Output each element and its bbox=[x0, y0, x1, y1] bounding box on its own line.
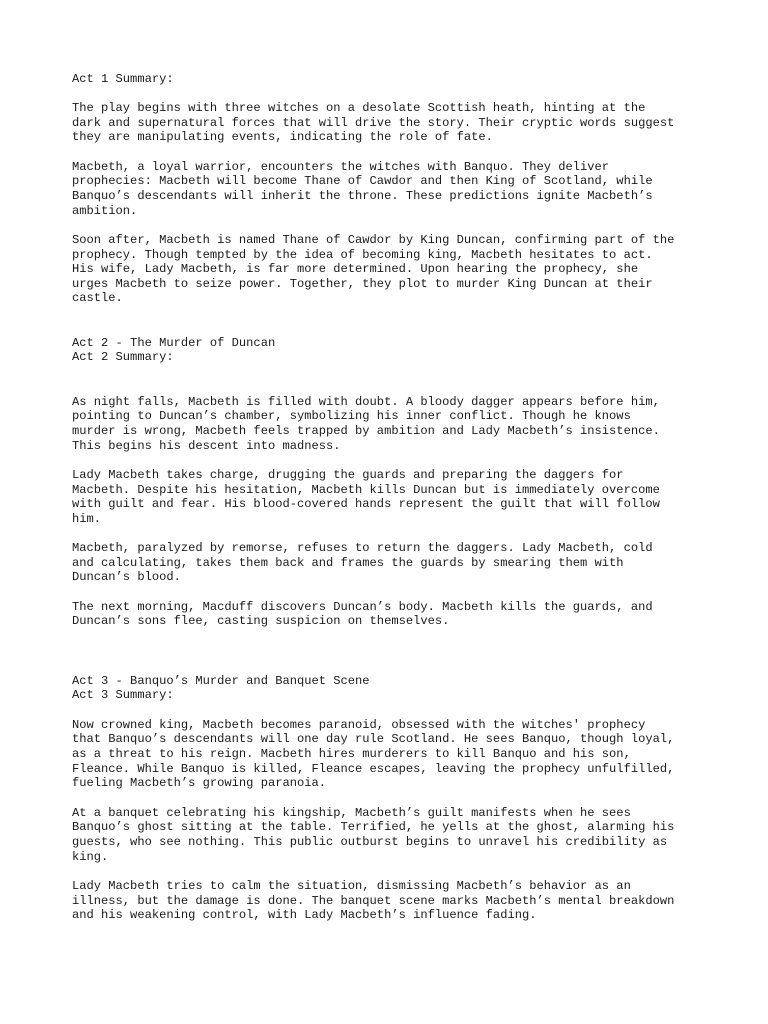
act2-para2-line4: him. bbox=[72, 512, 102, 526]
act1-para2-line4: ambition. bbox=[72, 204, 138, 218]
act3-para2-line2: Banquo’s ghost sitting at the table. Terrified, he yells at the ghost, alarming his bbox=[72, 820, 675, 834]
act1-para2-line3: Banquo’s descendants will inherit the throne. These predictions ignite Macbeth’s bbox=[72, 189, 653, 203]
act2-para1-line4: This begins his descent into madness. bbox=[72, 439, 341, 453]
act3-para1-line4: Fleance. While Banquo is killed, Fleance escapes, leaving the prophecy unfulfilled, bbox=[72, 762, 675, 776]
act1-para2-line1: Macbeth, a loyal warrior, encounters the witches with Banquo. They deliver bbox=[72, 160, 610, 174]
act1-para3-line5: castle. bbox=[72, 291, 123, 305]
act1-para1-line3: they are manipulating events, indicating the role of fate. bbox=[72, 130, 493, 144]
act2-para1-line3: murder is wrong, Macbeth feels trapped by ambition and Lady Macbeth’s insistence. bbox=[72, 424, 660, 438]
act2-para2-line3: with guilt and fear. His blood-covered hands represent the guilt that will follow bbox=[72, 497, 660, 511]
act1-para3-line4: urges Macbeth to seize power. Together, they plot to murder King Duncan at their bbox=[72, 277, 653, 291]
act3-summary-heading: Act 3 Summary: bbox=[72, 688, 174, 702]
act1-para3-line2: prophecy. Though tempted by the idea of becoming king, Macbeth hesitates to act. bbox=[72, 248, 653, 262]
act1-para1-line2: dark and supernatural forces that will drive the story. Their cryptic words suggest bbox=[72, 116, 675, 130]
act1-summary-heading: Act 1 Summary: bbox=[72, 72, 174, 86]
act2-title-heading: Act 2 - The Murder of Duncan bbox=[72, 336, 276, 350]
act3-para2-line4: king. bbox=[72, 850, 109, 864]
act3-para1-line5: fueling Macbeth’s growing paranoia. bbox=[72, 776, 327, 790]
act3-para2-line3: guests, who see nothing. This public outburst begins to unravel his credibility as bbox=[72, 835, 668, 849]
act3-para1-line1: Now crowned king, Macbeth becomes paranoid, obsessed with the witches' prophecy bbox=[72, 718, 646, 732]
act1-para3-line3: His wife, Lady Macbeth, is far more determined. Upon hearing the prophecy, she bbox=[72, 262, 639, 276]
act1-para3-line1: Soon after, Macbeth is named Thane of Cawdor by King Duncan, confirming part of the bbox=[72, 233, 675, 247]
act3-para3-line3: and his weakening control, with Lady Macbeth’s influence fading. bbox=[72, 908, 537, 922]
act2-para2-line2: Macbeth. Despite his hesitation, Macbeth kills Duncan but is immediately overcome bbox=[72, 483, 660, 497]
act2-para1-line2: pointing to Duncan’s chamber, symbolizing his inner conflict. Though he knows bbox=[72, 409, 631, 423]
act2-para1-line1: As night falls, Macbeth is filled with doubt. A bloody dagger appears before him, bbox=[72, 395, 660, 409]
act2-para4-line2: Duncan’s sons flee, casting suspicion on themselves. bbox=[72, 614, 450, 628]
act2-para3-line2: and calculating, takes them back and frames the guards by smearing them with bbox=[72, 556, 624, 570]
act2-para3-line1: Macbeth, paralyzed by remorse, refuses to return the daggers. Lady Macbeth, cold bbox=[72, 541, 653, 555]
act2-para4-line1: The next morning, Macduff discovers Duncan’s body. Macbeth kills the guards, and bbox=[72, 600, 653, 614]
act3-para1-line2: that Banquo’s descendants will one day rule Scotland. He sees Banquo, though loyal, bbox=[72, 732, 675, 746]
act2-summary-heading: Act 2 Summary: bbox=[72, 350, 174, 364]
act2-para2-line1: Lady Macbeth takes charge, drugging the guards and preparing the daggers for bbox=[72, 468, 624, 482]
act3-para2-line1: At a banquet celebrating his kingship, Macbeth’s guilt manifests when he sees bbox=[72, 806, 631, 820]
act2-para3-line3: Duncan’s blood. bbox=[72, 570, 181, 584]
act3-para1-line3: as a threat to his reign. Macbeth hires murderers to kill Banquo and his son, bbox=[72, 747, 631, 761]
act3-para3-line2: illness, but the damage is done. The banquet scene marks Macbeth’s mental breakdown bbox=[72, 894, 675, 908]
act1-para2-line2: prophecies: Macbeth will become Thane of Cawdor and then King of Scotland, while bbox=[72, 174, 653, 188]
act3-para3-line1: Lady Macbeth tries to calm the situation, dismissing Macbeth’s behavior as an bbox=[72, 879, 631, 893]
act1-para1-line1: The play begins with three witches on a desolate Scottish heath, hinting at the bbox=[72, 101, 646, 115]
act3-title-heading: Act 3 - Banquo’s Murder and Banquet Scene bbox=[72, 674, 370, 688]
